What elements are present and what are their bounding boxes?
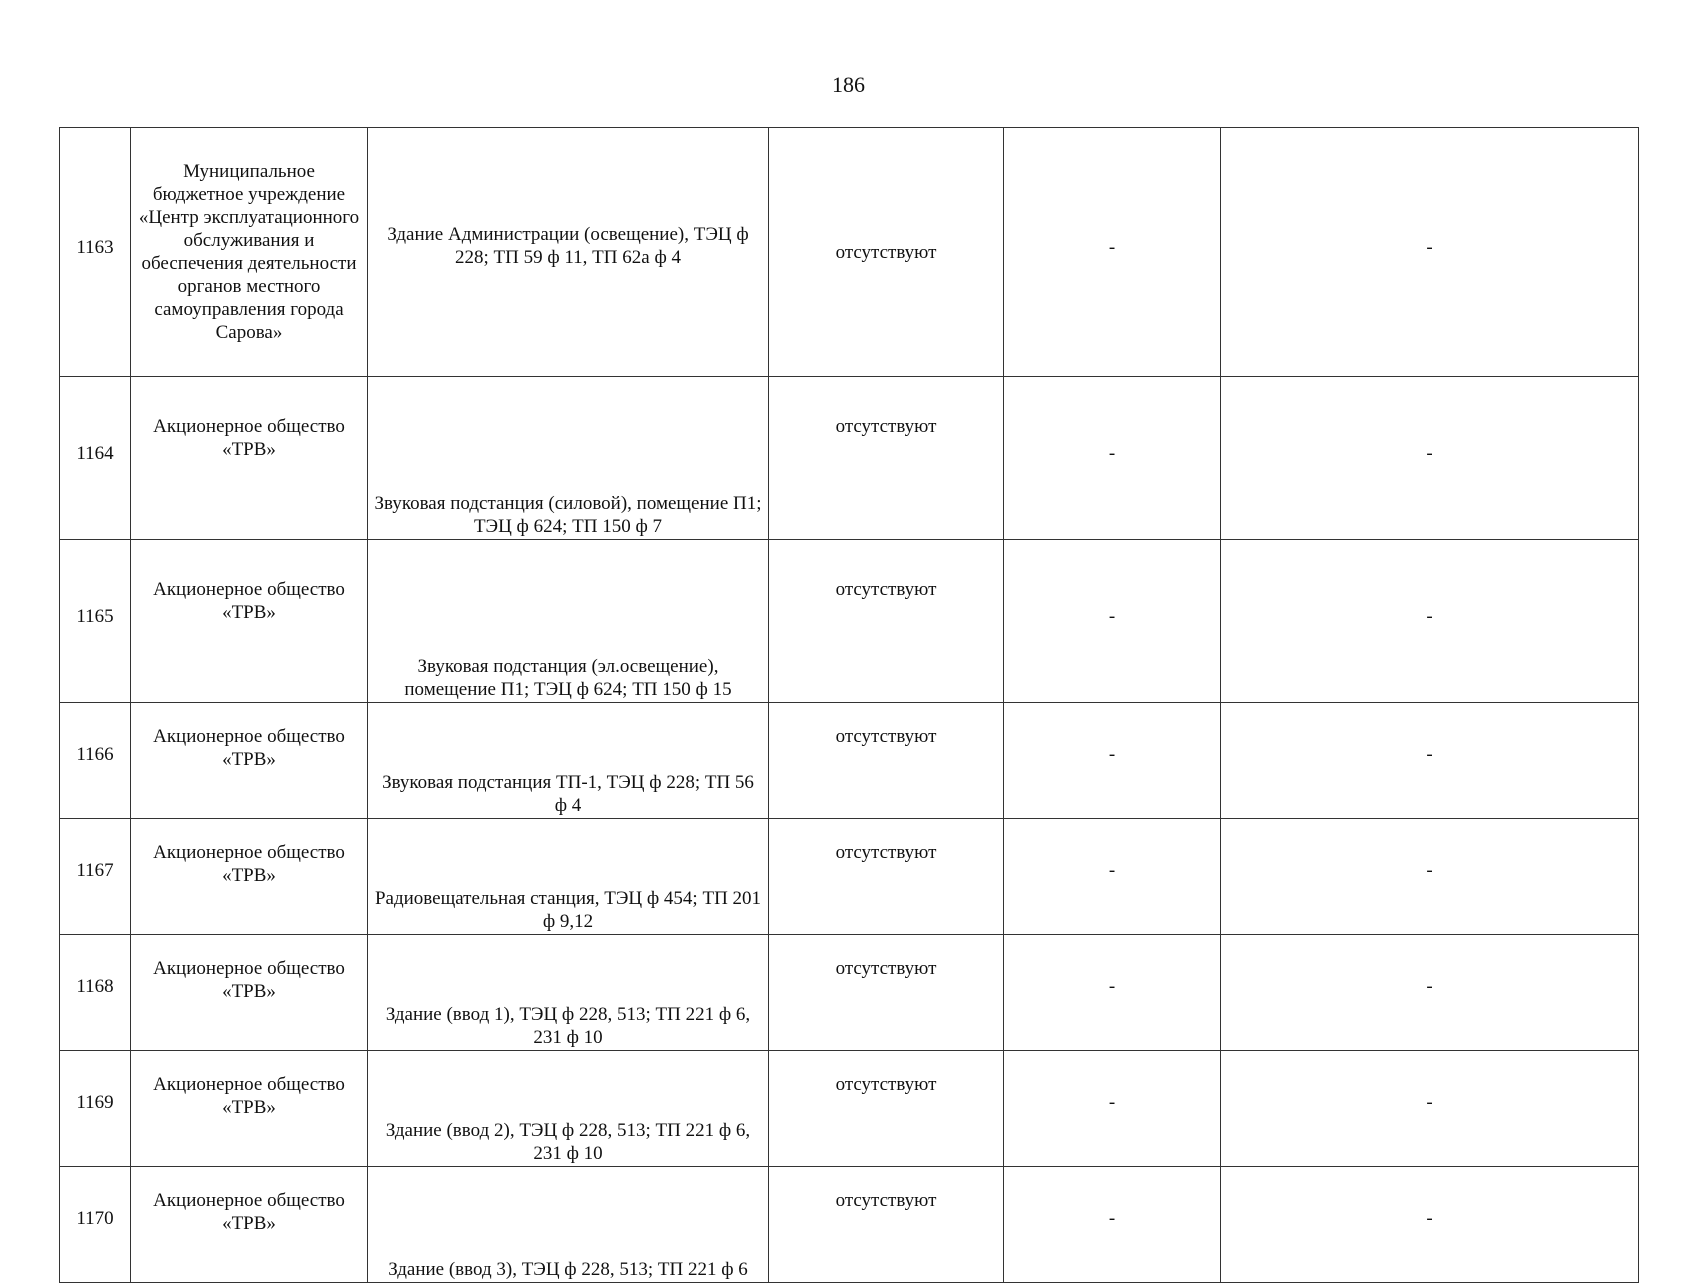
row-number: 1169 (60, 1051, 131, 1167)
status-value: отсутствуют (769, 1051, 1004, 1167)
status-value: отсутствуют (769, 128, 1004, 377)
registry-table (59, 127, 1639, 1283)
table-row (60, 1051, 1639, 1167)
row-number: 1170 (60, 1167, 131, 1283)
organization-name: Акционерное общество «ТРВ» (131, 1051, 368, 1167)
column-5-value: - (1004, 703, 1221, 819)
row-number: 1168 (60, 935, 131, 1051)
column-5-value: - (1004, 1051, 1221, 1167)
status-value: отсутствуют (769, 935, 1004, 1051)
table-row (60, 540, 1639, 703)
object-description: Звуковая подстанция (силовой), помещение П1; ТЭЦ ф 624; ТП 150 ф 7 (368, 377, 769, 540)
table-row (60, 819, 1639, 935)
organization-name: Акционерное общество «ТРВ» (131, 377, 368, 540)
page-number: 186 (832, 72, 865, 97)
row-number: 1163 (60, 128, 131, 377)
column-6-value: - (1221, 377, 1639, 540)
organization-name: Акционерное общество «ТРВ» (131, 540, 368, 703)
table-row (60, 935, 1639, 1051)
organization-name: Акционерное общество «ТРВ» (131, 935, 368, 1051)
table-row (60, 128, 1639, 377)
object-description: Здание (ввод 1), ТЭЦ ф 228, 513; ТП 221 ф 6, 231 ф 10 (368, 935, 769, 1051)
organization-name: Акционерное общество «ТРВ» (131, 819, 368, 935)
object-description: Звуковая подстанция ТП-1, ТЭЦ ф 228; ТП 56 ф 4 (368, 703, 769, 819)
table-row (60, 703, 1639, 819)
status-value: отсутствуют (769, 1167, 1004, 1283)
status-value: отсутствуют (769, 540, 1004, 703)
column-6-value: - (1221, 128, 1639, 377)
column-6-value: - (1221, 540, 1639, 703)
row-number: 1165 (60, 540, 131, 703)
organization-name: Акционерное общество «ТРВ» (131, 703, 368, 819)
object-description: Здание (ввод 2), ТЭЦ ф 228, 513; ТП 221 ф 6, 231 ф 10 (368, 1051, 769, 1167)
organization-name: Акционерное общество «ТРВ» (131, 1167, 368, 1283)
column-5-value: - (1004, 128, 1221, 377)
column-5-value: - (1004, 540, 1221, 703)
column-5-value: - (1004, 935, 1221, 1051)
object-description: Здание Администрации (освещение), ТЭЦ ф 228; ТП 59 ф 11, ТП 62а ф 4 (368, 128, 769, 377)
table-row (60, 1167, 1639, 1283)
table-row (60, 377, 1639, 540)
column-6-value: - (1221, 1051, 1639, 1167)
object-description: Здание (ввод 3), ТЭЦ ф 228, 513; ТП 221 ф 6 (368, 1167, 769, 1283)
column-5-value: - (1004, 377, 1221, 540)
row-number: 1164 (60, 377, 131, 540)
status-value: отсутствуют (769, 377, 1004, 540)
column-5-value: - (1004, 819, 1221, 935)
status-value: отсутствуют (769, 819, 1004, 935)
column-6-value: - (1221, 935, 1639, 1051)
column-6-value: - (1221, 819, 1639, 935)
organization-name: Муниципальное бюджетное учреждение «Центр эксплуатационного обслуживания и обеспечения деятельности органов местного самоуправления города Сарова» (131, 128, 368, 377)
column-5-value: - (1004, 1167, 1221, 1283)
column-6-value: - (1221, 703, 1639, 819)
column-6-value: - (1221, 1167, 1639, 1283)
object-description: Звуковая подстанция (эл.освещение), помещение П1; ТЭЦ ф 624; ТП 150 ф 15 (368, 540, 769, 703)
row-number: 1166 (60, 703, 131, 819)
row-number: 1167 (60, 819, 131, 935)
object-description: Радиовещательная станция, ТЭЦ ф 454; ТП 201 ф 9,12 (368, 819, 769, 935)
status-value: отсутствуют (769, 703, 1004, 819)
